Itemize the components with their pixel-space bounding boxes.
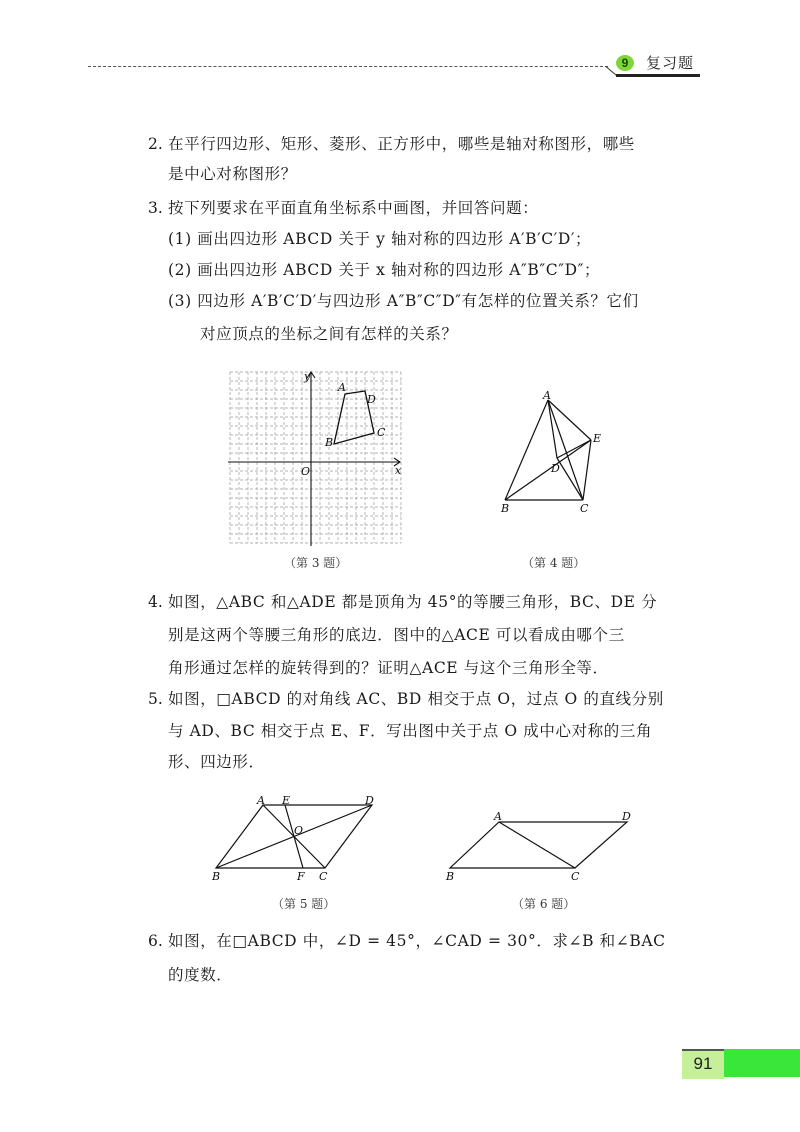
figure-3-caption: （第 3 题）: [284, 556, 348, 570]
figure-4-label-a: A: [543, 389, 551, 402]
problem-4-line-1: 如图，△ABC 和△ADE 都是顶角为 45°的等腰三角形，BC、DE 分: [168, 593, 658, 611]
figure-3-label-c: C: [377, 426, 386, 439]
figure-4-label-c: C: [580, 502, 589, 515]
figure-6-label-a: A: [494, 810, 502, 823]
figure-5-parallelogram: [208, 792, 388, 887]
problem-4-line-2: 别是这两个等腰三角形的底边．图中的△ACE 可以看成由哪个三: [168, 626, 625, 644]
page-number-accent-bar: [724, 1049, 800, 1077]
figure-5-label-o: O: [294, 824, 304, 837]
problem-3-sub-3-line-2: 对应顶点的坐标之间有怎样的关系？: [200, 325, 458, 343]
problem-3-sub-3-line-1: (3) 四边形 A′B′C′D′与四边形 A″B″C″D″有怎样的位置关系？它们: [168, 292, 639, 310]
figure-5-label-a: A: [257, 794, 265, 807]
figure-4-triangles: [495, 388, 615, 518]
problem-6-number: 6.: [148, 932, 163, 950]
figure-3-origin-label: O: [301, 465, 311, 478]
problem-6-line-2: 的度数．: [168, 966, 233, 984]
problem-6-line-1: 如图，在□ABCD 中，∠D = 45°，∠CAD = 30°．求∠B 和∠BAC: [168, 932, 666, 950]
figure-3-label-d: D: [367, 393, 376, 406]
chapter-title: 复习题: [646, 54, 695, 72]
figure-6-label-d: D: [622, 810, 631, 823]
figure-6-parallelogram: [442, 802, 642, 887]
figure-5-label-b: B: [212, 870, 221, 883]
problem-4-number: 4.: [148, 593, 163, 611]
problem-5-number: 5.: [148, 690, 163, 708]
problem-2-line-2: 是中心对称图形？: [168, 165, 297, 183]
figure-6-label-c: C: [571, 870, 580, 883]
problem-4-line-3: 角形通过怎样的旋转得到的？证明△ACE 与这个三角形全等．: [168, 659, 609, 677]
problem-5-line-1: 如图，□ABCD 的对角线 AC、BD 相交于点 O，过点 O 的直线分别: [168, 690, 664, 708]
figure-3-x-label: x: [395, 464, 402, 477]
figure-4-label-d: D: [551, 462, 560, 475]
figure-3-label-a: A: [338, 381, 346, 394]
problem-3-sub-1: (1) 画出四边形 ABCD 关于 y 轴对称的四边形 A′B′C′D′；: [168, 230, 592, 248]
figure-5-caption: （第 5 题）: [272, 897, 336, 911]
figure-4-label-b: B: [501, 502, 510, 515]
problem-5-line-2: 与 AD、BC 相交于点 E、F．写出图中关于点 O 成中心对称的三角: [168, 722, 653, 740]
page-number-box: [682, 1049, 724, 1079]
problem-5-line-3: 形、四边形．: [168, 753, 265, 771]
figure-4-label-e: E: [593, 432, 602, 445]
chapter-number-badge: 9: [616, 55, 634, 71]
figure-3-coordinate-grid: [228, 368, 408, 548]
page-number: 91: [693, 1054, 713, 1073]
figure-3-y-label: y: [304, 370, 311, 383]
figure-4-caption: （第 4 题）: [522, 556, 586, 570]
figure-6-label-b: B: [446, 870, 455, 883]
figure-6-caption: （第 6 题）: [512, 897, 576, 911]
problem-3-intro: 按下列要求在平面直角坐标系中画图，并回答问题：: [168, 199, 539, 217]
figure-5-label-d: D: [365, 794, 374, 807]
figure-5-label-c: C: [319, 870, 328, 883]
figure-5-label-f: F: [297, 870, 305, 883]
header-dashed-rule: [88, 66, 608, 67]
problem-2-number: 2.: [148, 135, 163, 153]
problem-2-line-1: 在平行四边形、矩形、菱形、正方形中，哪些是轴对称图形，哪些: [168, 135, 635, 153]
problem-3-sub-2: (2) 画出四边形 ABCD 关于 x 轴对称的四边形 A″B″C″D″；: [168, 261, 601, 279]
figure-5-label-e: E: [282, 794, 291, 807]
figure-3-label-b: B: [325, 436, 334, 449]
problem-3-number: 3.: [148, 199, 163, 217]
header-underline: [616, 74, 700, 77]
